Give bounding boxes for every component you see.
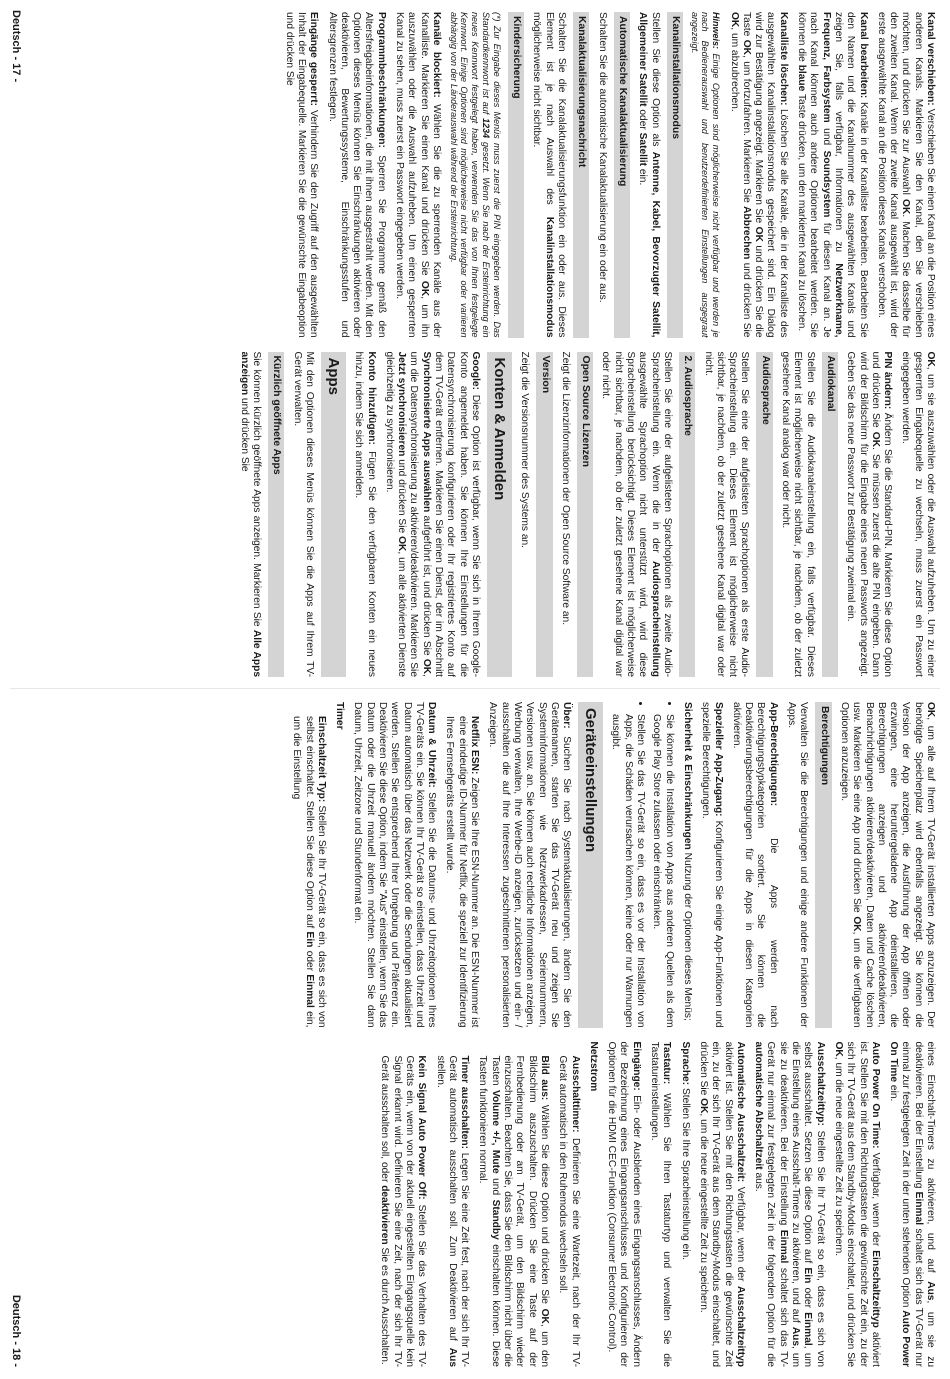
paragraph-einschalt-timer: eines Einschalt-Timers zu aktivieren, und auf Aus, um sie zu deaktivieren. Bei der Einstellung Einmal schaltet sich das TV-Gerät nur einmal zur festgelegten Zeit in der unten stehenden Option Auto Power On Time ein. [888,1041,936,1367]
paragraph-timer-ausschalten: Timer ausschalten: Legen Sie eine Zeit fest, nach der sich Ihr TV-Gerät automatisch ausschalten soll. Zum Deaktivieren auf Aus stellen. [434,1055,471,1367]
paragraph-kanal-verschieben: Kanal verschieben: Verschieben Sie einen Kanal an die Position eines anderen Kanals. Markieren Sie den Kanal, den Sie verschieben möchten, und drücken Sie zur Auswahl OK. Machen Sie dasselbe für den zweiten Kanal. Wenn der zweite Kanal ausgewählt ist, wird der erste ausgewählte Kanal an die Position dieses Kanals verschoben. [875,12,936,338]
page-17-column-1 [40,12,936,338]
paragraph-eingaenge-gesperrt: Eingänge gesperrt: Verhindern Sie den Zugriff auf den ausgewählten Inhalt der Eingabequelle. Markieren Sie die gewünschte Eingabeoption und drücken Sie [283,12,320,338]
heading-2-audiosprache: 2. Audiosprache [679,352,695,678]
page-18-columns [40,702,936,1367]
heading-open-source-lizenzen: Open Source Lizenzen [577,352,593,678]
note-pin: (*) Zur Eingabe dieses Menüs muss zuerst die PIN eingegeben werden. Das Standardkennwort ist auf 1234 gesetzt. Wenn Sie nach der Ersteinrichtung ein neues Kennwort festgelegt haben, verwenden Sie das von Ihnen festgelegte Kennwort. Einige Optionen sind möglicherweise nicht verfügbar oder variieren abhängig von der Länderauswahl während der Ersteinrichtung. [448,12,502,338]
page-divider [10,688,940,689]
paragraph-version: Zeigt die Versionsnummer des Systems an. [519,351,531,548]
page-18 [0,690,950,1379]
page-17-column-2 [40,352,936,678]
paragraph-audiosprache: Stellen Sie eine der aufgelisteten Sprachoptionen als erste Audio-Spracheinstellung ein. Dieses Element ist möglicherweise nicht sichtbar, je nachdem, ob der zuletzt gesehene Kanal digital war oder nicht. [702,351,751,677]
paragraph-kanalaktualisierungsnachricht: Schalten Sie die Kanalaktualisierungsfunktion ein oder aus. Dieses Element ist je nach Auswahl des Kanalinstallationsmodus möglicherweise nicht sichtbar. [531,12,568,338]
paragraph-datum-uhrzeit: Datum & Uhrzeit: Stellen Sie die Datums- und Uhrzeitoptionen Ihres TV-Geräts ein. Sie können Ihr TV-Gerät so einstellen, dass Uhrzeit und Datum automatisch über das Netzwerk oder die Sendungen aktualisiert werden. Stellen Sie entsprechend Ihrer Umgebung und Präferenz ein. Deaktivieren Sie diese Option, indem Sie "Aus" einstellen, wenn Sie das Datum oder die Uhrzeit manuell ändern möchten. Stellen Sie dann Datum, Uhrzeit, Zeitzone und Stundenformat ein. [352,702,438,1028]
paragraph-spezieller-app-zugang: Spezieller App-Zugang: Konfigurieren Sie einige App-Funktionen und spezielle Berechtigungen. [700,702,724,1028]
paragraph-einschaltzeit-typ: Einschaltzeit Typ: Stellen Sie Ihr TV-Gerät so ein, dass es sich von selbst einschaltet. Stellen Sie diese Option auf Ein oder Einmal ein, um die Einstellung [291,716,327,1028]
list-sicherheit [609,702,674,1028]
paragraph-ausschaltzeittyp: Ausschaltzeittyp: Stellen Sie Ihr TV-Gerät so ein, dass es sich von selbst ausschaltet. Setzen Sie diese Option auf Ein oder Einmal, um die Einstellung eines Ausschalt-Timers zu aktivieren, und auf Aus, um sie zu deaktivieren. Bei der Einstellung Einmal schaltet sich das TV-Gerät nur einmal zur festgelegten Zeit in der folgenden Option für die automatische Abschaltzeit aus. [753,1041,826,1367]
paragraph-konto-hinzufuegen: Konto hinzufügen: Fügen Sie den verfügbaren Konten ein neues hinzu, indem Sie sich anmelden. [353,351,377,677]
heading-kuerzlich-geoeffnete-apps: Kürzlich geöffnete Apps [268,352,284,678]
page-18-column-2 [40,1042,936,1368]
heading-konten-anmelden: Konten & Anmelden [487,352,512,678]
page-17-columns [40,12,936,677]
heading-automatische-kanalaktualisierung: Automatische Kanalaktualisierung [614,12,630,338]
paragraph-sprache: Sprache: Stellen Sie Ihre Spracheinstellung ein. [679,1041,691,1261]
heading-netzstrom: Netzstrom [587,1041,599,1092]
heading-kindersicherung: Kindersicherung [508,12,524,338]
paragraph-sicherheit: Sicherheit & Einschränkungen Nutzung der Optionen dieses Menüs; [681,702,693,1021]
paragraph-bild-aus: Bild aus: Wählen Sie diese Option und drücken Sie OK, um den Bildschirm auszuschalten. Drücken Sie eine Taste auf der Fernbedienung oder am TV-Gerät, um den Bildschirm wieder einzuschalten. Beachten Sie, dass Sie den Bildschirm nicht über die Tasten Volume +/-, Mute und Standby einschalten können. Diese Tasten funktionieren normal. [477,1055,550,1367]
page-17 [0,0,950,689]
paragraph-ausschalttimer: Ausschalttimer: Definieren Sie eine Wartezeit, nach der Ihr TV-Gerät automatisch in den Ruhemodus wechseln soll. [557,1055,581,1367]
paragraph-alle-apps: OK, um alle auf Ihrem TV-Gerät installierten Apps anzuzeigen. Der benötigte Speicherplatz wird ebenfalls angezeigt. Sie können die Version der App anzeigen, die Ausführung der App öffnen oder erzwingen, eine heruntergeladene App deinstallieren, die Berechtigungen anzeigen und aktivieren/deaktivieren, Benachrichtigungen aktivieren/deaktivieren, Daten und Cache löschen usw. Markieren Sie eine App und drücken Sie OK, um die verfügbaren Optionen anzuzeigen. [838,702,936,1028]
heading-timer: Timer [334,702,346,730]
paragraph-pin-aendern: PIN ändern: Ändern Sie die Standard-PIN. Markieren Sie diese Option und drücken Sie OK. Sie müssen zuerst die alte PIN eingeben. Dann wird der Bildschirm für die Eingabe eines neuen Passworts angezeigt. Geben Sie das neue Passwort zur Bestätigung zweimal ein. [845,351,894,677]
page-18-column-1 [40,702,936,1028]
paragraph-auto-power-on-time: Auto Power On Time: Verfügbar, wenn der Einschaltzeittyp aktiviert ist. Stellen Sie mit den Richtungstasten die gewünschte Zeit ein, zu der sich Ihr TV-Gerät aus dem Standby-Modus einschaltet, und drücken Sie OK, um die neue eingestellte Zeit zu speichern. [832,1041,881,1367]
paragraph-open-source-lizenzen: Zeigt die Lizenzinformationen der Open Source Software an. [559,351,571,626]
heading-audiokanal: Audiokanal [822,352,838,678]
paragraph-kanaele-blockiert: Kanäle blockiert: Wählen Sie die zu sperrenden Kanäle aus der Kanalliste. Markieren Sie einen Kanal und drücken Sie OK, um ihn auszuwählen oder die Auswahl aufzuheben. Um einen gesperrten Kanal zu sehen, muss zuerst ein Passwort eingegeben werden. [394,12,442,338]
note-hinweis: Hinweis: Einige Optionen sind möglicherweise nicht verfügbar und werden je nach Bedienerauswahl und benutzerdefinierten Einstellungen ausgegraut angezeigt. [689,12,722,338]
heading-audiosprache: Audiosprache [756,352,772,678]
paragraph-kanal-bearbeiten: Kanal bearbeiten: Kanäle in der Kanalliste bearbeiten. Bearbeiten Sie den Namen und die Kanalnummer des ausgewählten Kanals und zeigen Sie, falls verfügbar, Informationen zu Netzwerkname, Frequenz, Farbsystem und Soundsystem für diesen Kanal an. Je nach Kanal können auch andere Optionen bearbeitet werden. Sie können die blaue Taste drücken, um den markierten Kanal zu löschen. [796,12,869,338]
paragraph-eingabequelle: OK, um sie auszuwählen oder die Auswahl aufzuheben. Um zu einer gesperrten Eingabequelle zu wechseln, muss zuerst ein Passwort eingegeben werden. [900,351,936,677]
heading-version: Version [536,352,552,678]
paragraph-ueber: Über: Suchen Sie nach Systemaktualisierungen, ändern Sie den Gerätenamen, starten Sie das TV-Gerät neu und zeigen Sie Systeminformationen wie Netzwerkadressen, Seriennummern, Versionen usw. an. Sie können auch rechtliche Informationen anzeigen, Werbung verwalten, Ihre Werbe-ID anzeigen, zurücksetzen und ein- / ausschalten die auf Ihre Interessen zugeschnittenen personalisierten Anzeigen. [487,702,573,1028]
paragraph-2-audiosprache: Stellen Sie eine der aufgelisteten Sprachoptionen als zweite Audio-Spracheinstellung ein. Wenn die in der Audiospracheinstellung ausgewählte Sprachoption nicht unterstützt wird, wird diese Spracheinstellung berücksichtigt. Dieses Element ist möglicherweise nicht sichtbar, je nachdem, ob der zuletzt gesehene Kanal digital war oder nicht. [600,351,673,677]
heading-apps: Apps [321,352,346,678]
paragraph-automatische-kanalaktualisierung: Schalten Sie die automatische Kanalaktualisierung ein oder aus. [596,12,608,303]
paragraph-eingaenge: Eingänge: Ein- oder Ausblenden eines Eingangsanschlusses, Ändern der Bezeichnung eines Eingangsanschlusses und Konfigurieren der Optionen für die HDMI CEC-Funktion (Consumer Electronic Control). [606,1041,642,1367]
paragraph-programmbeschraenkungen: Programmbeschränkungen: Sperren Sie Programme gemäß den Altersfreigabeinformationen, die mit ihnen ausgestrahlt werden. Mit den Optionen dieses Menüs können Sie Einschränkungen aktivieren oder deaktivieren, Bewertungssysteme, Einschränkungsstufen und Altersgrenzen festlegen. [326,12,387,338]
page-number-18: Deutsch - 18 - [10,1294,22,1367]
paragraph-kanalliste-loeschen: Kanalliste löschen: Löschen Sie alle Kanäle, die in der Kanalliste des ausgewählten Kanalinstallationsmodus gespeichert sind. Ein Dialog wird zur Bestätigung angezeigt. Markieren Sie OK und drücken Sie die Taste OK, um fortzufahren. Markieren Sie Abbrechen und drücken Sie OK, um abzubrechen. [728,12,789,338]
list-item: • Stellen Sie das TV-Gerät so ein, dass es vor der Installation von Apps, die Schäden verursachen können, keine oder nur Warnungen ausgibt. [609,714,646,1028]
paragraph-kein-signal: Kein Signal Auto Power Off: Stellen Sie das Verhalten des TV-Geräts ein, wenn von der aktuell eingestellten Eingangsquelle kein Signal erkannt wird. Definieren Sie eine Zeit, nach der sich Ihr TV-Gerät ausschalten soll, oder deaktivieren Sie es durch Ausschalten. [379,1055,428,1367]
paragraph-google: Google: Diese Option ist verfügbar, wenn Sie sich in Ihrem Google-Konto angemeldet haben. Sie können Ihre Einstellungen für die Datensynchronisierung konfigurieren oder Ihr registriertes Konto auf dem TV-Gerät entfernen. Markieren Sie einen Dienst, der im Abschnitt Synchronisierte Apps auswählen aufgeführt ist, und drücken Sie OK, um die Datensynchronisierung zu aktivieren/deaktivieren. Markieren Sie Jetzt synchronisieren und drücken Sie OK, um alle aktivierten Dienste gleichzeitig zu synchronisieren. [383,351,481,677]
heading-geraeteeinstellungen: Geräteeinstellungen [578,702,603,1028]
paragraph-apps: Mit den Optionen dieses Menüs können Sie die Apps auf Ihrem TV-Gerät verwalten. [291,351,316,677]
heading-kanalinstallationsmodus: Kanalinstallationsmodus [667,12,683,338]
paragraph-audiokanal: Stellen Sie die Audiokanaleinstellung ein, falls verfügbar. Dieses Element ist möglicherweise nicht sichtbar, je nachdem, ob der zuletzt gesehene Kanal analog war oder nicht. [780,351,816,677]
heading-berechtigungen: Berechtigungen [815,702,831,1028]
paragraph-automatische-ausschaltzeit: Automatische Ausschaltzeit: Verfügbar, wenn der Ausschaltzeittyp aktiviert ist. Stellen Sie mit den Richtungstasten die gewünschte Zeit ein, zu der sich Ihr TV-Gerät aus dem Standby-Modus einschaltet, und drücken Sie OK, um die neue eingestellte Zeit zu speichern. [697,1041,746,1367]
paragraph-installationsmodus: Stellen Sie diese Option als Antenne, Kabel, Bevorzugter Satellit, Allgemeiner Satellit oder Satellit ein. [637,12,661,338]
paragraph-kuerzlich-geoeffnete-apps: Sie können kürzlich geöffnete Apps anzeigen. Markieren Sie Alle Apps anzeigen und drücken Sie [238,351,263,677]
list-item: • Sie können die Installation von Apps aus anderen Quellen als dem Google Play Store zulassen oder einschränken. [650,714,675,1028]
paragraph-app-berechtigungen: App-Berechtigungen: Die Apps werden nach Berechtigungstypkategorien sortiert. Sie können die Deaktivierungsberechtigungen für die Apps in diesen Kategorien aktivieren. [730,702,779,1028]
paragraph-berechtigungen: Verwalten Sie die Berechtigungen und einige andere Funktionen der Apps. [786,702,810,1028]
heading-kanalaktualisierungsnachricht: Kanalaktualisierungsnachricht [573,12,589,338]
page-number-17: Deutsch - 17 - [10,10,22,83]
paragraph-netflix-esn: Netflix ESN: Zeigen Sie Ihre ESN-Nummer an. Die ESN-Nummer ist eine eindeutige ID-Nummer für Netflix, die speziell zur Identifizierung Ihres Fernsehgeräts erstellt wurde. [444,716,481,1028]
paragraph-tastatur: Tastatur: Wählen Sie Ihren Tastaturtyp und verwalten Sie die Tastatureinstellungen. [649,1041,673,1367]
